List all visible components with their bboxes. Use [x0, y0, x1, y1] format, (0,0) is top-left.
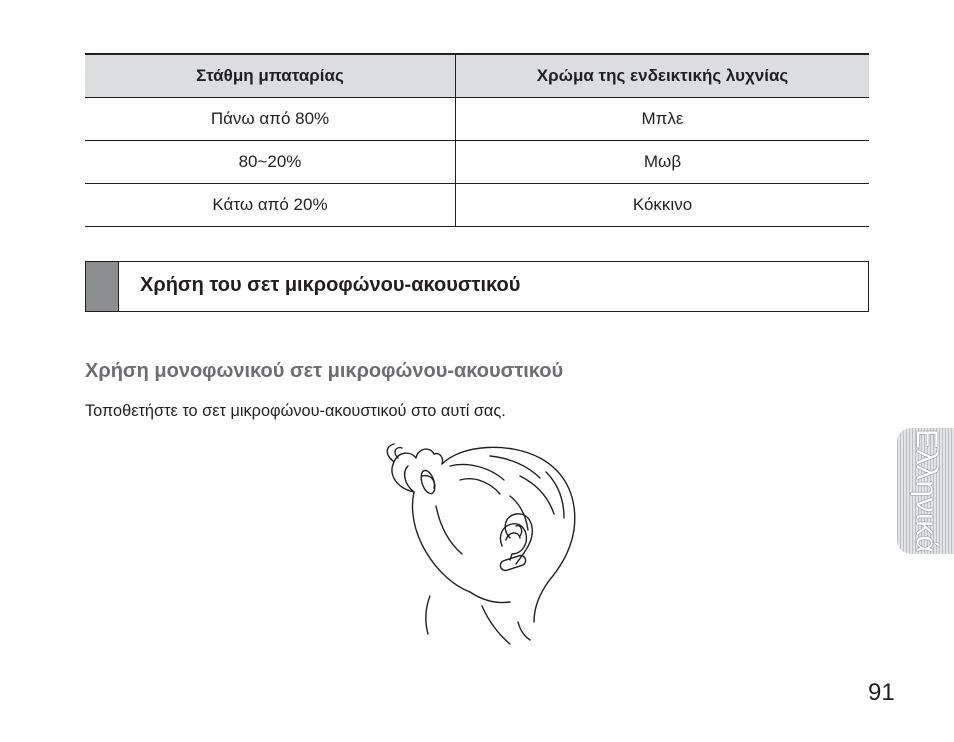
table-row — [85, 98, 869, 141]
battery-level-cell: Πάνω από 80% — [85, 98, 456, 141]
subheading: Χρήση μονοφωνικού σετ μικροφώνου-ακουστικού — [85, 360, 564, 382]
table-row — [85, 184, 869, 227]
header-battery-level: Στάθμη μπαταρίας — [85, 54, 456, 98]
section-heading-box — [85, 261, 869, 312]
indicator-color-cell: Μωβ — [456, 141, 870, 184]
section-marker-bar — [86, 262, 119, 311]
instruction-text: Τοποθετήστε το σετ μικροφώνου-ακουστικού στο αυτί σας. — [85, 401, 506, 420]
table-row — [85, 141, 869, 184]
language-side-tab — [897, 428, 954, 554]
header-indicator-color: Χρώμα της ενδεικτικής λυχνίας — [456, 54, 870, 98]
indicator-color-cell: Μπλε — [456, 98, 870, 141]
table-header-row — [85, 54, 869, 98]
battery-level-cell: 80~20% — [85, 141, 456, 184]
headset-on-ear-illustration-icon — [370, 436, 590, 650]
battery-level-table — [85, 53, 869, 227]
section-title: Χρήση του σετ μικροφώνου-ακουστικού — [140, 274, 521, 296]
indicator-color-cell: Κόκκινο — [456, 184, 870, 227]
language-label: Ελληνικά — [909, 428, 943, 554]
battery-level-cell: Κάτω από 20% — [85, 184, 456, 227]
page-number: 91 — [868, 679, 895, 706]
